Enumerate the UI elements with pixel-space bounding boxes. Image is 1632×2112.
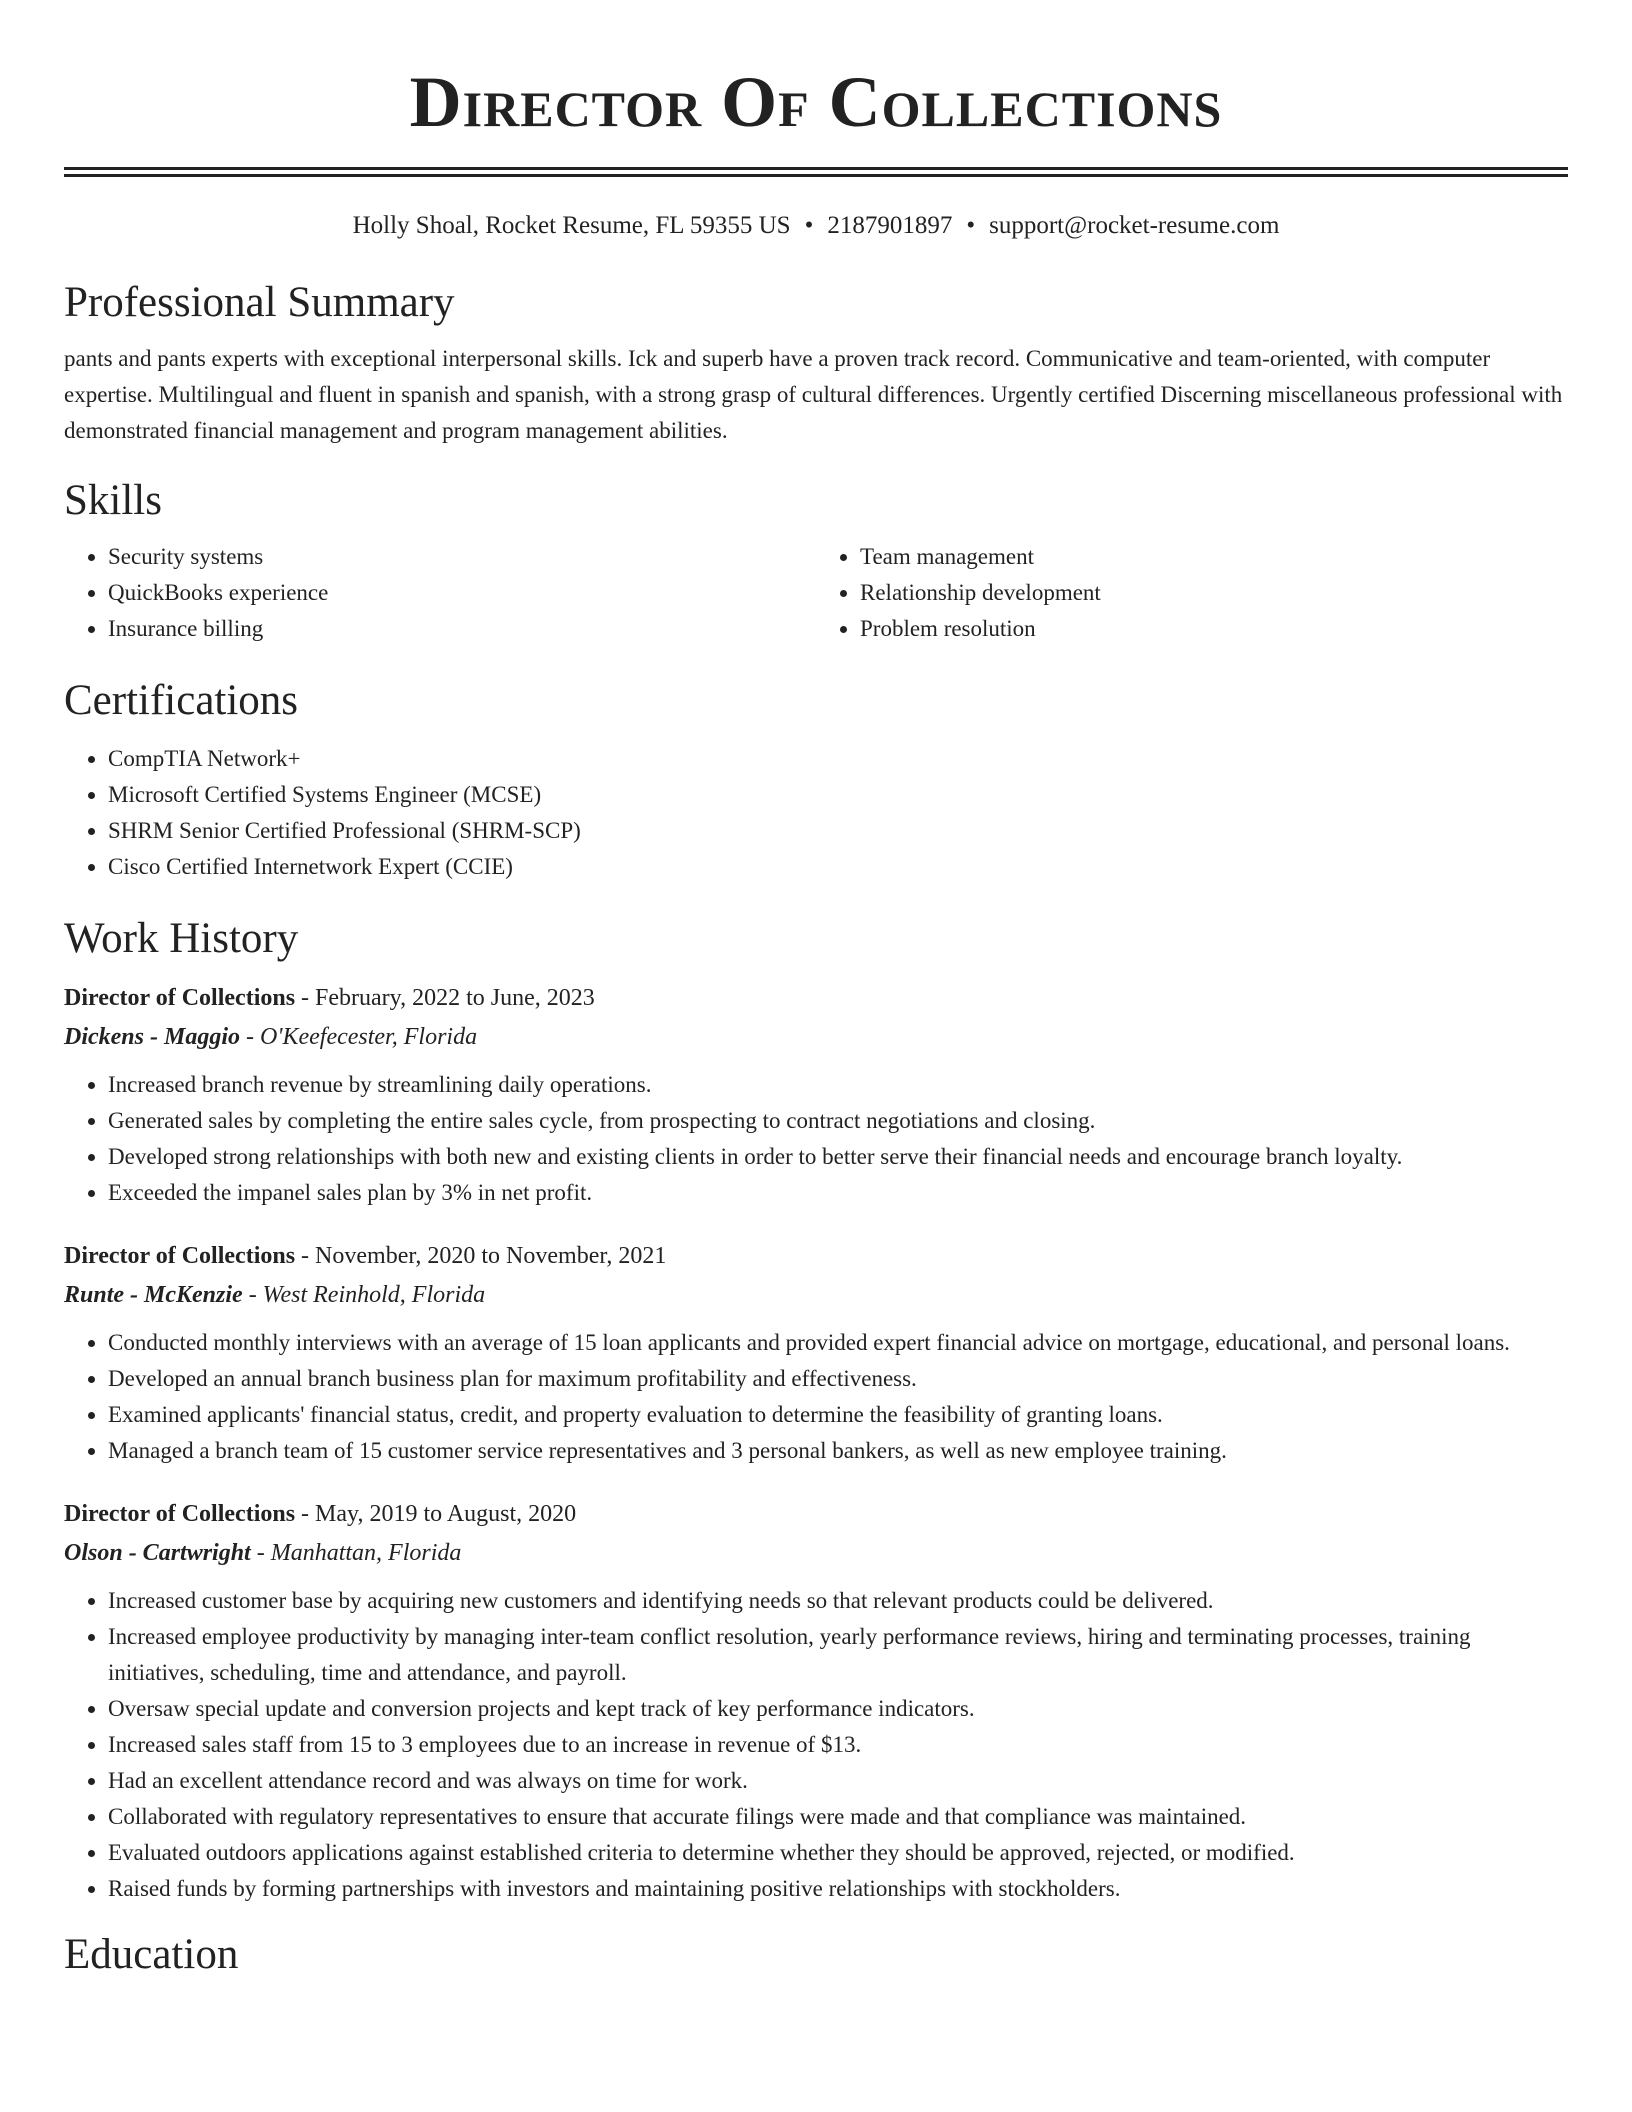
summary-text: pants and pants experts with exceptional interpersonal skills. Ick and superb have a proven track record. Communicative and team-oriented, with computer expertise. Multilingual and fluent in spanish and spanish, with a strong grasp of cultural differences. Urgently certified Discerning miscellaneous professional with demonstrated financial management and program management abilities. bbox=[64, 346, 1563, 443]
job-dates: - February, 2022 to June, 2023 bbox=[295, 985, 595, 1011]
job-company-line bbox=[64, 1533, 1568, 1573]
job-company: Dickens - Maggio bbox=[64, 1024, 240, 1050]
job-bullet: • Collaborated with regulatory representatives to ensure that accurate filings were made and that compliance was maintained. bbox=[108, 1799, 1568, 1835]
job-bullet: • Examined applicants' financial status, credit, and property evaluation to determine the feasibility of granting loans. bbox=[108, 1397, 1568, 1433]
title-double-rule bbox=[64, 167, 1568, 177]
job-bullet-list bbox=[64, 1325, 1568, 1469]
contact-separator: • bbox=[966, 212, 976, 239]
job-bullet: • Increased employee productivity by managing inter-team conflict resolution, yearly performance reviews, hiring and terminating processes, training initiatives, scheduling, time and attendance, and payroll. bbox=[108, 1619, 1568, 1691]
certifications-list bbox=[64, 741, 1568, 885]
certification-item: • Microsoft Certified Systems Engineer (MCSE) bbox=[108, 777, 1568, 813]
job-role: Director of Collections bbox=[64, 1501, 296, 1527]
certification-item: • SHRM Senior Certified Professional (SHRM-SCP) bbox=[108, 813, 1568, 849]
job-bullet-list bbox=[64, 1583, 1568, 1907]
job-bullet: • Exceeded the impanel sales plan by 3% in net profit. bbox=[108, 1175, 1568, 1211]
job-title-line bbox=[64, 979, 1568, 1017]
skill-item: • Security systems bbox=[108, 539, 816, 575]
job-role: Director of Collections bbox=[64, 1243, 296, 1269]
education-heading: Education bbox=[64, 1931, 239, 1978]
job-bullet-list bbox=[64, 1067, 1568, 1211]
certification-item: • CompTIA Network+ bbox=[108, 741, 1568, 777]
job-bullet: • Managed a branch team of 15 customer service representatives and 3 personal bankers, as well as new employee training. bbox=[108, 1433, 1568, 1469]
skill-item: • Relationship development bbox=[860, 575, 1568, 611]
job-bullet: • Increased customer base by acquiring new customers and identifying needs so that relevant products could be delivered. bbox=[108, 1583, 1568, 1619]
job-bullet: • Oversaw special update and conversion projects and kept track of key performance indicators. bbox=[108, 1691, 1568, 1727]
job-company: Olson - Cartwright bbox=[64, 1540, 251, 1566]
job-bullet: • Developed an annual branch business plan for maximum profitability and effectiveness. bbox=[108, 1361, 1568, 1397]
job-bullet: • Evaluated outdoors applications against established criteria to determine whether they should be approved, rejected, or modified. bbox=[108, 1835, 1568, 1871]
job-bullet: • Developed strong relationships with both new and existing clients in order to better serve their financial needs and encourage branch loyalty. bbox=[108, 1139, 1568, 1175]
work-history-heading: Work History bbox=[64, 915, 299, 962]
job-bullet: • Increased sales staff from 15 to 3 employees due to an increase in revenue of $13. bbox=[108, 1727, 1568, 1763]
job-bullet: • Increased branch revenue by streamlining daily operations. bbox=[108, 1067, 1568, 1103]
job-title-line bbox=[64, 1495, 1568, 1533]
job-location: - Manhattan, Florida bbox=[250, 1540, 462, 1566]
job-company: Runte - McKenzie bbox=[64, 1282, 243, 1308]
contact-email: support@rocket-resume.com bbox=[989, 212, 1280, 239]
job-company-line bbox=[64, 1275, 1568, 1315]
contact-phone: 2187901897 bbox=[827, 212, 953, 239]
skills-columns bbox=[64, 539, 1568, 647]
skill-item: • Problem resolution bbox=[860, 611, 1568, 647]
skill-item: • Team management bbox=[860, 539, 1568, 575]
skill-item: • QuickBooks experience bbox=[108, 575, 816, 611]
job-role: Director of Collections bbox=[64, 985, 296, 1011]
job-dates: - November, 2020 to November, 2021 bbox=[295, 1243, 667, 1269]
contact-address: Holly Shoal, Rocket Resume, FL 59355 US bbox=[352, 212, 791, 239]
skills-list-right bbox=[816, 539, 1568, 647]
job-title-line bbox=[64, 1237, 1568, 1275]
job-bullet: • Conducted monthly interviews with an average of 15 loan applicants and provided expert financial advice on mortgage, educational, and personal loans. bbox=[108, 1325, 1568, 1361]
job-bullet: • Generated sales by completing the entire sales cycle, from prospecting to contract negotiations and closing. bbox=[108, 1103, 1568, 1139]
resume-page bbox=[64, 0, 1568, 1981]
skills-list-left bbox=[64, 539, 816, 647]
skill-item: • Insurance billing bbox=[108, 611, 816, 647]
resume-title: Director Of Collections bbox=[409, 62, 1223, 142]
certifications-heading: Certifications bbox=[64, 677, 299, 724]
skills-heading: Skills bbox=[64, 477, 162, 524]
job-location: - West Reinhold, Florida bbox=[242, 1282, 486, 1308]
contact-separator: • bbox=[804, 212, 814, 239]
job-dates: - May, 2019 to August, 2020 bbox=[295, 1501, 577, 1527]
job-bullet: • Had an excellent attendance record and was always on time for work. bbox=[108, 1763, 1568, 1799]
job-bullet: • Raised funds by forming partnerships with investors and maintaining positive relationships with stockholders. bbox=[108, 1871, 1568, 1907]
job-company-line bbox=[64, 1017, 1568, 1057]
contact-line bbox=[64, 209, 1568, 243]
job-location: - O'Keefecester, Florida bbox=[240, 1024, 478, 1050]
summary-heading: Professional Summary bbox=[64, 279, 455, 326]
certification-item: • Cisco Certified Internetwork Expert (CCIE) bbox=[108, 849, 1568, 885]
